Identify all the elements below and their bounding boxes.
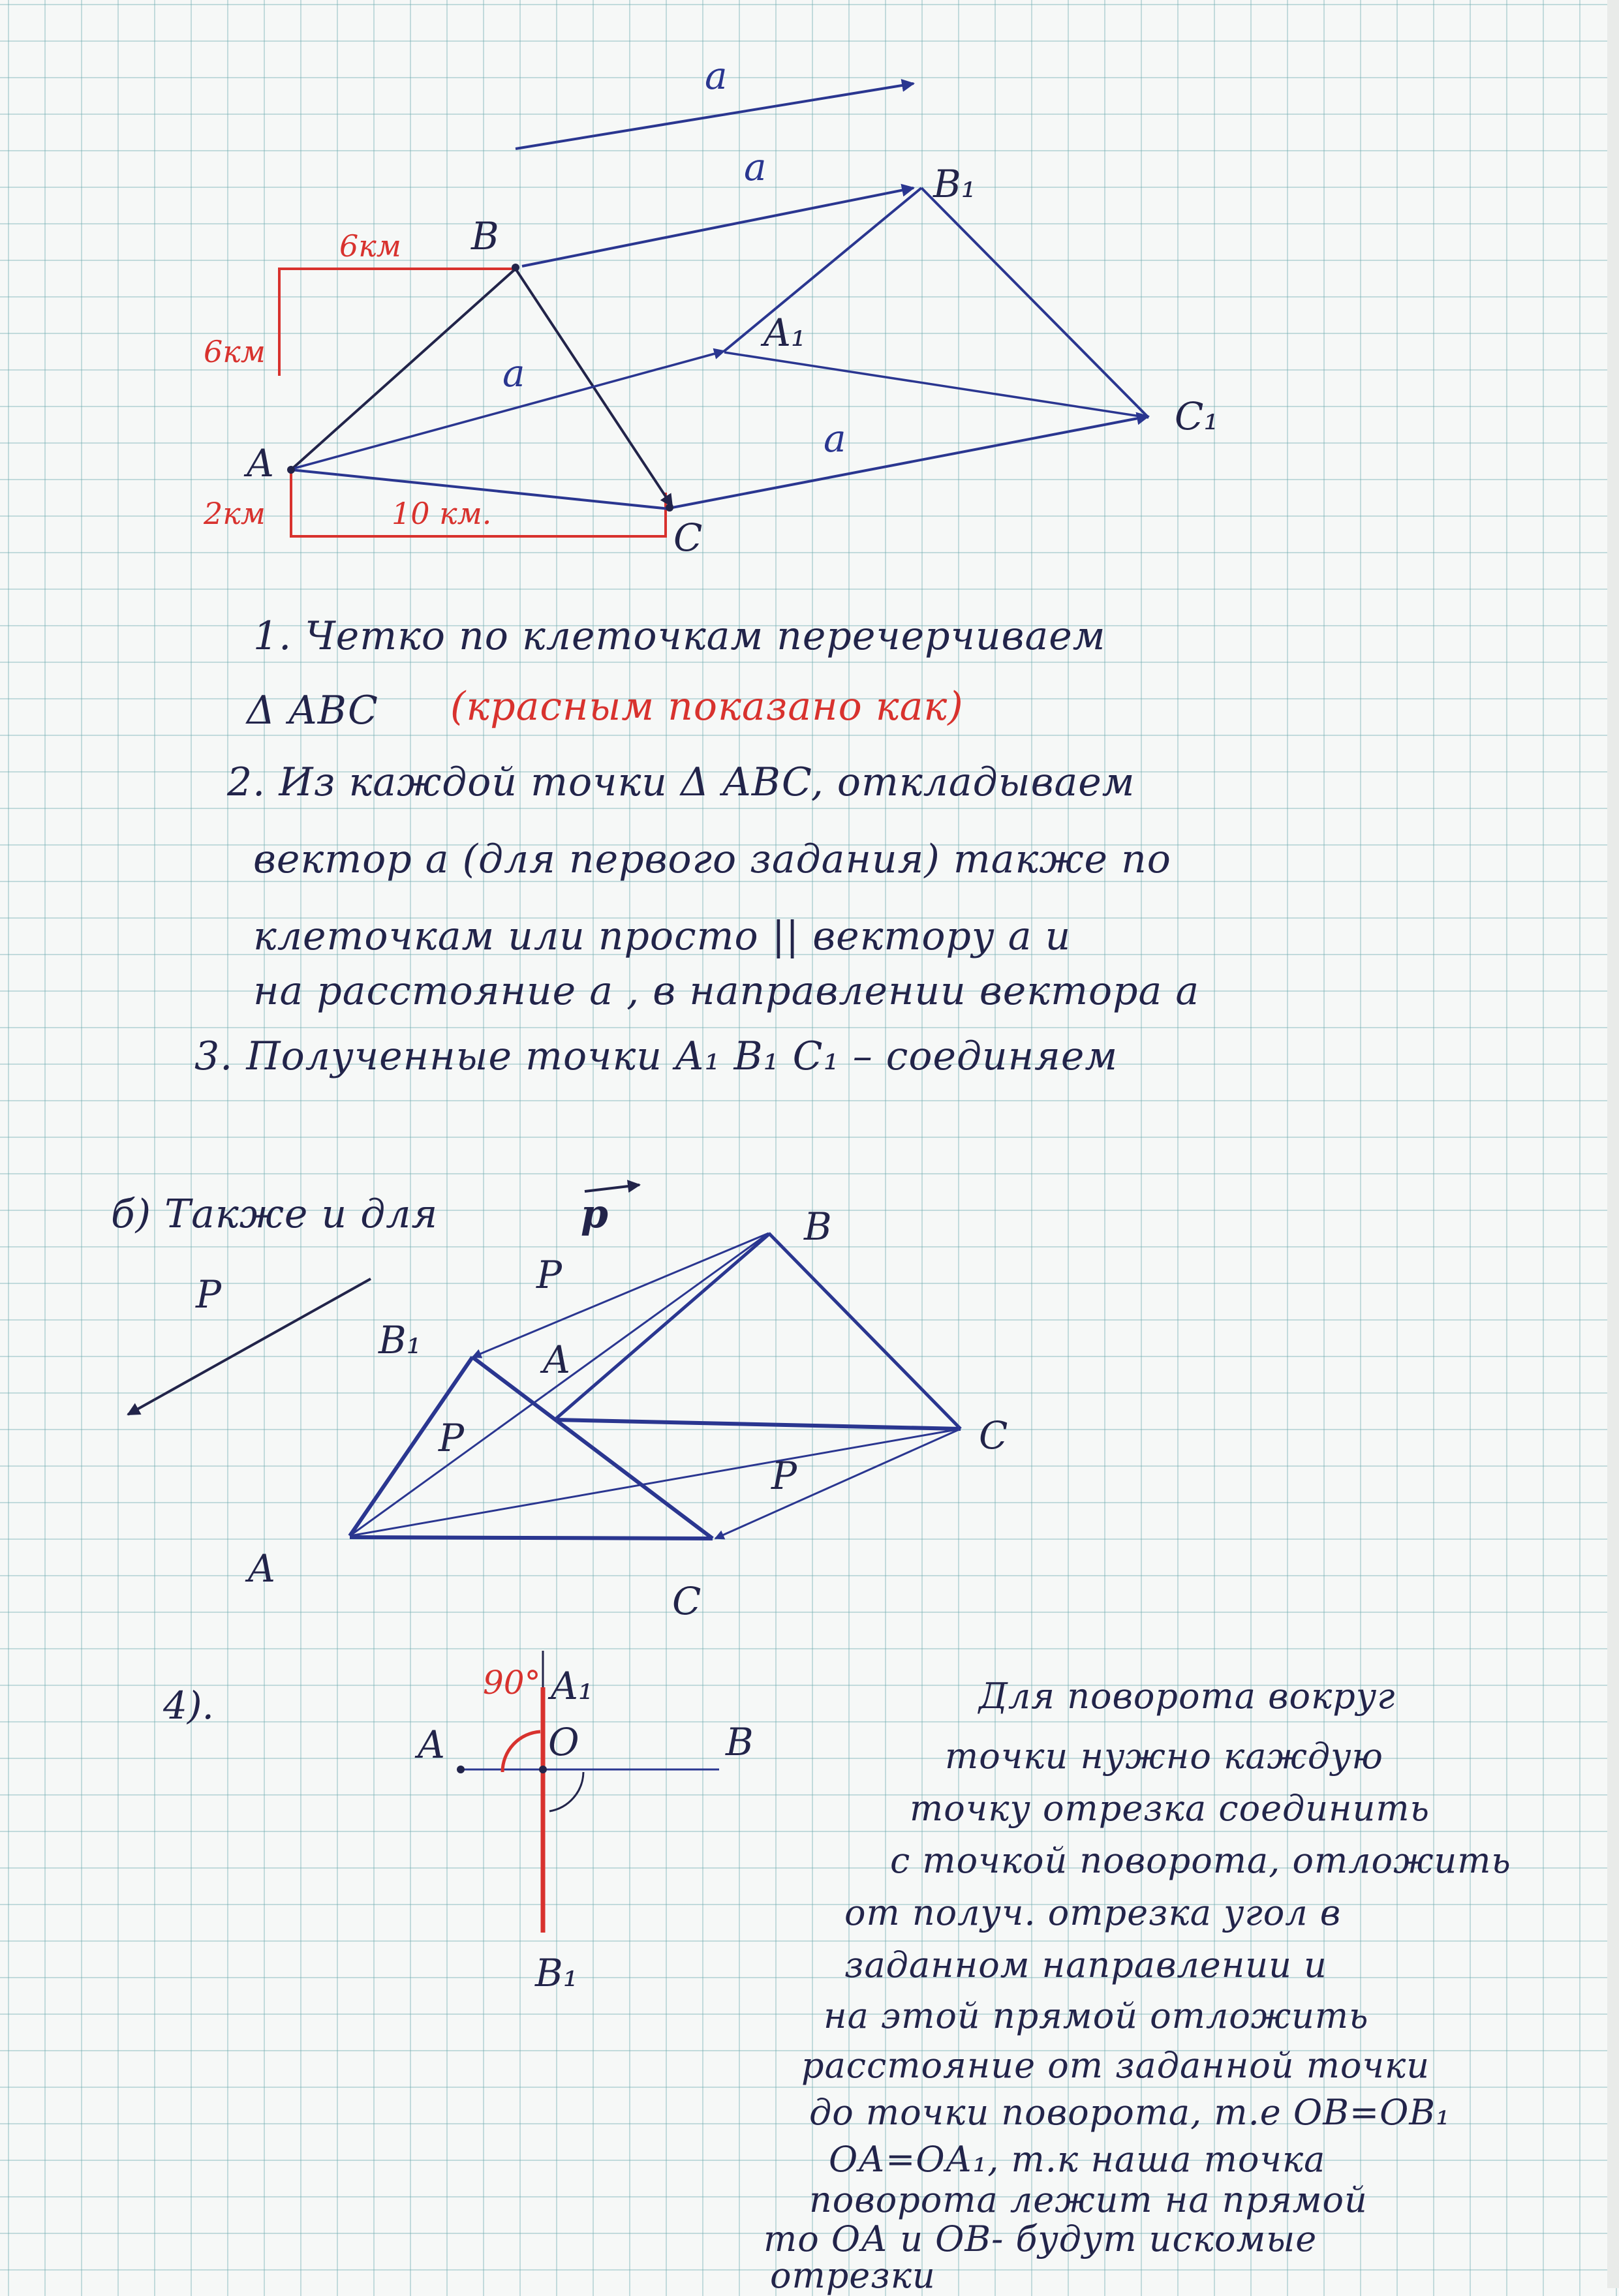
- instruction-1-red-note: (красным показано как): [450, 684, 964, 729]
- point-o-dot: [539, 1766, 547, 1773]
- vector-a-label: a: [705, 54, 728, 98]
- point-c-label: C: [979, 1413, 1008, 1458]
- dimension-top-label: 6км: [339, 228, 401, 264]
- angle-arc-red: [502, 1732, 540, 1772]
- explanation-line-12: то ОА и ОВ- будут искомые: [763, 2218, 1318, 2259]
- edge-cc1-label: a: [824, 416, 846, 461]
- point-a1-label: A: [543, 1338, 570, 1382]
- point-b1-label: B₁: [378, 1318, 422, 1362]
- dimension-bottom-left-label: 2км: [204, 496, 266, 531]
- explanation-line-13: отрезки: [770, 2255, 936, 2296]
- point-c1-label: C: [672, 1579, 702, 1623]
- explanation-line-9: до точки поворота, т.е ОВ=ОВ₁: [809, 2092, 1451, 2133]
- instruction-1-triangle: Δ ABC: [247, 688, 378, 733]
- dimension-left-label: 6км: [204, 334, 266, 369]
- explanation-line-5: от получ. отрезка угол в: [844, 1892, 1342, 1933]
- explanation-line-11: поворота лежит на прямой: [809, 2179, 1368, 2220]
- instruction-2-line-3: клеточкам или просто || вектору а и: [253, 913, 1072, 959]
- edge-right-label: P: [771, 1454, 797, 1498]
- explanation-line-6: заданном направлении и: [844, 1944, 1327, 1985]
- edge-left-label: P: [439, 1416, 465, 1460]
- explanation-line-1: Для поворота вокруг: [979, 1676, 1396, 1717]
- point-a1-label: A₁: [551, 1664, 594, 1708]
- explanation-line-2: точки нужно каждую: [945, 1736, 1383, 1777]
- angle-90-label: 90°: [483, 1664, 541, 1702]
- point-a1-label: A₁: [763, 311, 807, 355]
- figure-3-number: 4).: [163, 1683, 214, 1728]
- vector-p-label: P: [196, 1272, 222, 1317]
- edge-top-label: P: [536, 1253, 563, 1297]
- instruction-3: 3. Полученные точки A₁ B₁ C₁ – соединяем: [194, 1033, 1118, 1079]
- instruction-2-line-2: вектор а (для первого задания) также по: [253, 836, 1171, 882]
- explanation-line-8: расстояние от заданной точки: [801, 2045, 1430, 2086]
- point-c-label: C: [673, 515, 703, 560]
- point-b-label: B: [471, 214, 499, 258]
- point-b1-label: B₁: [933, 162, 976, 206]
- point-b1-label: B₁: [535, 1951, 578, 1995]
- point-a-label: A: [248, 1546, 275, 1591]
- point-b-label: B: [726, 1720, 754, 1764]
- point-o-label: O: [548, 1720, 579, 1764]
- explanation-line-7: на этой прямой отложить: [824, 1995, 1369, 2036]
- explanation-line-3: точку отрезка соединить: [910, 1788, 1430, 1829]
- instruction-2-line-4: на расстояние а , в направлении вектора а: [253, 968, 1200, 1014]
- point-b-label: B: [804, 1204, 832, 1249]
- instruction-2-line-1: 2. Из каждой точки Δ ABC, откладываем: [227, 759, 1135, 805]
- angle-arc-dark: [549, 1772, 583, 1811]
- dimension-bottom-label: 10 км.: [392, 496, 492, 531]
- point-c1-label: C₁: [1175, 394, 1219, 438]
- edge-bb1-label: a: [744, 145, 767, 189]
- explanation-line-4: с точкой поворота, отложить: [890, 1840, 1511, 1881]
- point-a-label: A: [247, 441, 274, 485]
- figure-2-heading-vector: p: [581, 1191, 609, 1237]
- figure-2-heading: б) Также и для: [111, 1191, 439, 1237]
- explanation-line-10: ОА=ОА₁, т.к наша точка: [829, 2139, 1326, 2180]
- point-a-label: A: [418, 1722, 445, 1767]
- instruction-1-line-1: 1. Четко по клеточкам перечерчиваем: [253, 613, 1106, 659]
- edge-aa1-label: a: [502, 351, 525, 395]
- point-a-dot: [457, 1766, 465, 1773]
